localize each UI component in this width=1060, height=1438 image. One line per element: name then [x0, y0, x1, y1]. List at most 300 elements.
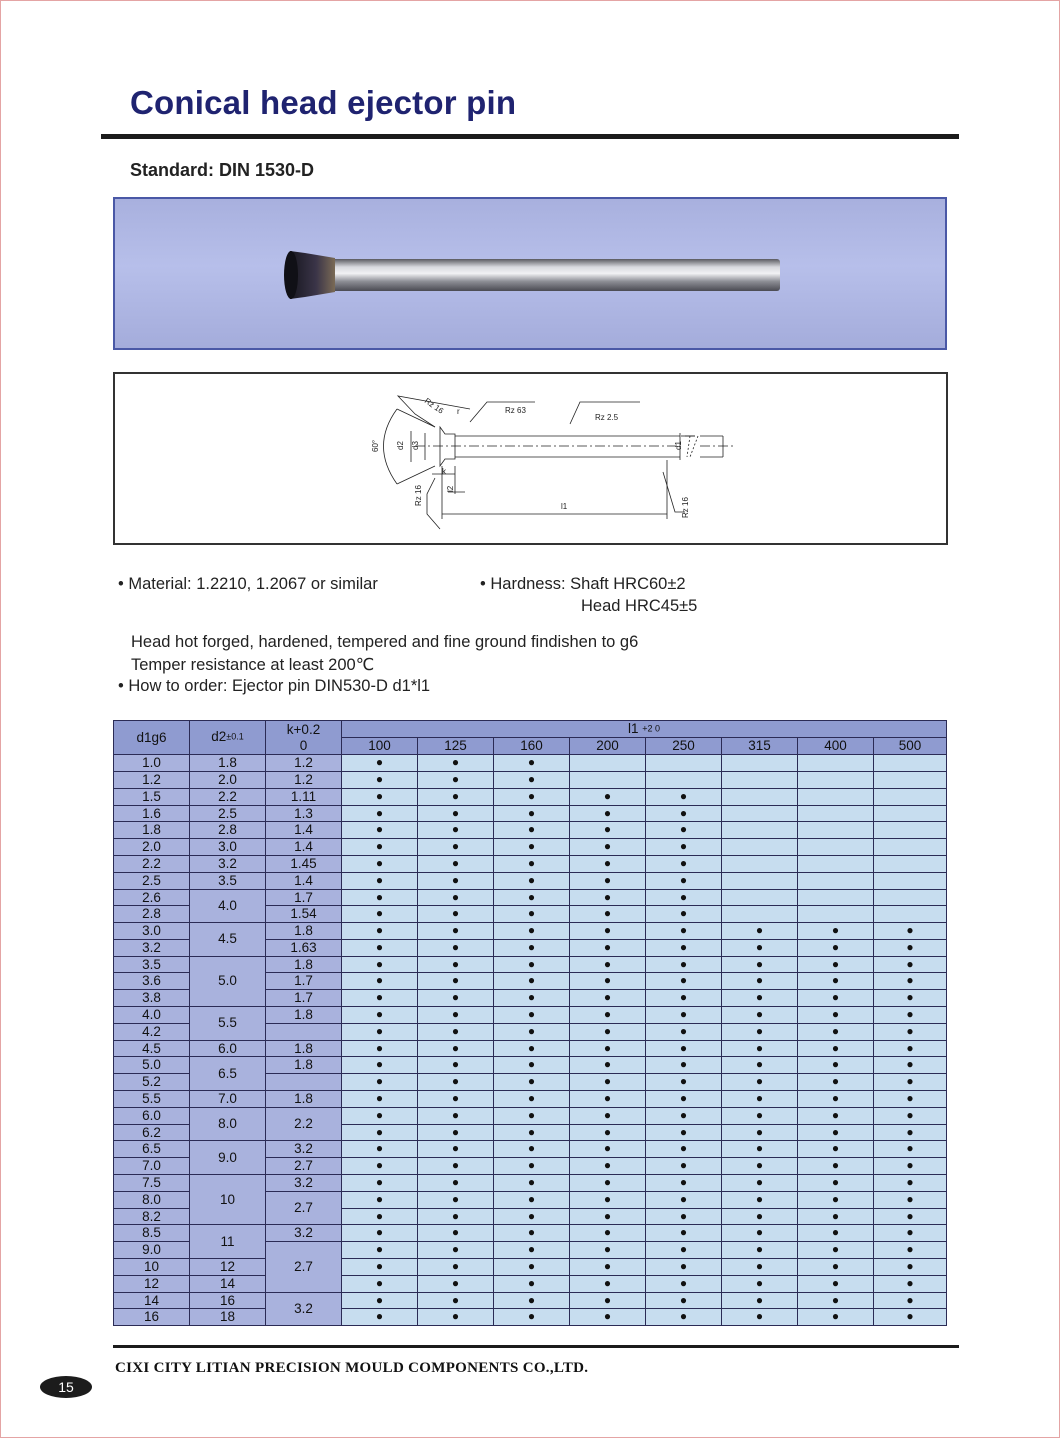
- availability-cell: ●: [722, 1208, 798, 1225]
- k-cell: 1.7: [266, 990, 342, 1007]
- availability-cell: ●: [570, 1074, 646, 1091]
- d1-cell: 8.5: [114, 1225, 190, 1242]
- rz16-right-label: Rz 16: [681, 497, 690, 518]
- availability-cell: ●: [418, 906, 494, 923]
- d2-cell: 11: [190, 1225, 266, 1259]
- availability-cell: ●: [874, 1107, 947, 1124]
- k-cell: 1.7: [266, 973, 342, 990]
- availability-cell: ●: [874, 1074, 947, 1091]
- availability-cell: ●: [874, 990, 947, 1007]
- availability-cell: ●: [874, 973, 947, 990]
- availability-cell: ●: [418, 771, 494, 788]
- table-row: [114, 1141, 947, 1158]
- availability-cell: [722, 788, 798, 805]
- d2-cell: 2.5: [190, 805, 266, 822]
- availability-cell: ●: [570, 1057, 646, 1074]
- availability-cell: ●: [798, 1259, 874, 1276]
- availability-cell: ●: [722, 1091, 798, 1108]
- availability-cell: ●: [646, 1259, 722, 1276]
- availability-cell: ●: [646, 889, 722, 906]
- availability-cell: ●: [646, 906, 722, 923]
- availability-cell: ●: [570, 1091, 646, 1108]
- availability-cell: ●: [874, 1057, 947, 1074]
- d1-cell: 5.0: [114, 1057, 190, 1074]
- k-cell: 1.4: [266, 822, 342, 839]
- d1-cell: 1.8: [114, 822, 190, 839]
- k-cell: 1.4: [266, 872, 342, 889]
- title-rule: [101, 134, 959, 139]
- availability-cell: ●: [798, 1007, 874, 1024]
- availability-cell: ●: [342, 1007, 418, 1024]
- availability-cell: ●: [494, 1242, 570, 1259]
- availability-cell: ●: [874, 1292, 947, 1309]
- table-row: [114, 805, 947, 822]
- footer-rule: [113, 1345, 959, 1348]
- availability-cell: ●: [494, 1275, 570, 1292]
- availability-cell: ●: [570, 1141, 646, 1158]
- availability-cell: ●: [798, 1175, 874, 1192]
- availability-cell: ●: [342, 1074, 418, 1091]
- l1-label: l1: [561, 502, 568, 511]
- d1-cell: 8.2: [114, 1208, 190, 1225]
- availability-cell: [798, 855, 874, 872]
- availability-cell: ●: [798, 990, 874, 1007]
- availability-cell: ●: [570, 973, 646, 990]
- k-cell: 1.54: [266, 906, 342, 923]
- availability-cell: ●: [570, 788, 646, 805]
- availability-cell: ●: [798, 1040, 874, 1057]
- order-spec: • How to order: Ejector pin DIN530-D d1*l1: [118, 677, 431, 695]
- availability-cell: ●: [646, 1309, 722, 1326]
- availability-cell: [722, 755, 798, 772]
- availability-cell: ●: [494, 1259, 570, 1276]
- d2-cell: 5.5: [190, 1007, 266, 1041]
- table-row: [114, 1057, 947, 1074]
- availability-cell: ●: [646, 1175, 722, 1192]
- availability-cell: ●: [494, 822, 570, 839]
- availability-cell: ●: [874, 1309, 947, 1326]
- d1-cell: 1.0: [114, 755, 190, 772]
- availability-cell: ●: [570, 1175, 646, 1192]
- availability-cell: ●: [418, 1040, 494, 1057]
- availability-cell: ●: [722, 1040, 798, 1057]
- availability-cell: ●: [494, 1191, 570, 1208]
- availability-cell: ●: [874, 1091, 947, 1108]
- availability-cell: ●: [494, 889, 570, 906]
- availability-cell: [798, 906, 874, 923]
- availability-cell: ●: [646, 973, 722, 990]
- availability-cell: ●: [342, 1023, 418, 1040]
- availability-cell: ●: [494, 1141, 570, 1158]
- k-cell: 1.8: [266, 1007, 342, 1024]
- availability-cell: ●: [646, 1057, 722, 1074]
- availability-cell: ●: [874, 1141, 947, 1158]
- availability-cell: ●: [342, 1175, 418, 1192]
- header-d2: d2±0.1: [190, 721, 266, 755]
- availability-cell: ●: [722, 1175, 798, 1192]
- d1-cell: 4.5: [114, 1040, 190, 1057]
- availability-cell: ●: [494, 923, 570, 940]
- availability-cell: [798, 889, 874, 906]
- availability-cell: ●: [798, 1225, 874, 1242]
- availability-cell: [722, 872, 798, 889]
- material-spec: • Material: 1.2210, 1.2067 or similar: [118, 575, 378, 593]
- k-cell: 2.2: [266, 1107, 342, 1141]
- table-row: [114, 872, 947, 889]
- availability-cell: [570, 755, 646, 772]
- availability-cell: ●: [342, 1275, 418, 1292]
- table-row: [114, 1091, 947, 1108]
- availability-cell: ●: [342, 1158, 418, 1175]
- table-row: [114, 1040, 947, 1057]
- availability-cell: ●: [418, 1175, 494, 1192]
- availability-cell: ●: [874, 1275, 947, 1292]
- availability-cell: ●: [798, 956, 874, 973]
- availability-cell: ●: [646, 788, 722, 805]
- d1-label: d1: [674, 441, 683, 450]
- availability-cell: ●: [570, 889, 646, 906]
- availability-cell: ●: [874, 1225, 947, 1242]
- page-number: 15: [40, 1376, 92, 1398]
- availability-cell: ●: [570, 1259, 646, 1276]
- availability-cell: ●: [418, 1074, 494, 1091]
- availability-cell: ●: [570, 923, 646, 940]
- availability-cell: [874, 771, 947, 788]
- header-d1: d1g6: [114, 721, 190, 755]
- table-row: [114, 855, 947, 872]
- availability-cell: ●: [722, 990, 798, 1007]
- availability-cell: ●: [874, 1208, 947, 1225]
- availability-cell: ●: [418, 822, 494, 839]
- availability-cell: ●: [874, 956, 947, 973]
- availability-cell: ●: [646, 990, 722, 1007]
- d2-cell: 3.0: [190, 839, 266, 856]
- d2-cell: 2.8: [190, 822, 266, 839]
- availability-cell: ●: [722, 1259, 798, 1276]
- k-cell: 2.7: [266, 1191, 342, 1225]
- availability-cell: ●: [570, 839, 646, 856]
- k-cell: 1.3: [266, 805, 342, 822]
- availability-cell: [874, 805, 947, 822]
- availability-cell: ●: [798, 1242, 874, 1259]
- availability-cell: ●: [342, 956, 418, 973]
- availability-cell: ●: [798, 1124, 874, 1141]
- temper-spec: Temper resistance at least 200℃: [131, 656, 375, 674]
- availability-cell: ●: [570, 956, 646, 973]
- availability-cell: ●: [418, 973, 494, 990]
- d1-cell: 6.5: [114, 1141, 190, 1158]
- availability-cell: ●: [342, 788, 418, 805]
- availability-cell: ●: [418, 1057, 494, 1074]
- length-header: 250: [646, 738, 722, 755]
- k-cell: [266, 1074, 342, 1091]
- d1-cell: 2.0: [114, 839, 190, 856]
- availability-cell: ●: [342, 923, 418, 940]
- hardness-shaft-spec: • Hardness: Shaft HRC60±2: [480, 575, 686, 593]
- availability-cell: ●: [874, 939, 947, 956]
- availability-cell: ●: [874, 1007, 947, 1024]
- availability-cell: ●: [342, 1259, 418, 1276]
- availability-cell: [570, 771, 646, 788]
- availability-cell: [646, 771, 722, 788]
- d2-cell: 6.0: [190, 1040, 266, 1057]
- table-row: [114, 788, 947, 805]
- availability-cell: [798, 755, 874, 772]
- d2-cell: 7.0: [190, 1091, 266, 1108]
- availability-cell: ●: [874, 1259, 947, 1276]
- availability-cell: ●: [646, 1225, 722, 1242]
- availability-cell: ●: [494, 1292, 570, 1309]
- availability-cell: ●: [570, 872, 646, 889]
- availability-cell: ●: [418, 1023, 494, 1040]
- availability-cell: ●: [342, 1057, 418, 1074]
- d2-cell: 10: [190, 1175, 266, 1225]
- k-cell: 3.2: [266, 1141, 342, 1158]
- availability-cell: ●: [722, 973, 798, 990]
- availability-cell: ●: [494, 1074, 570, 1091]
- availability-cell: ●: [418, 755, 494, 772]
- d2-cell: 14: [190, 1275, 266, 1292]
- company-name: CIXI CITY LITIAN PRECISION MOULD COMPONENTS CO.,LTD.: [115, 1360, 589, 1376]
- availability-cell: ●: [646, 1124, 722, 1141]
- availability-cell: ●: [570, 1242, 646, 1259]
- d2-cell: 5.0: [190, 956, 266, 1006]
- d1-cell: 6.0: [114, 1107, 190, 1124]
- d1-cell: 4.0: [114, 1007, 190, 1024]
- availability-cell: ●: [342, 1292, 418, 1309]
- process-spec: Head hot forged, hardened, tempered and fine ground findishen to g6: [131, 633, 639, 651]
- availability-cell: ●: [646, 956, 722, 973]
- technical-drawing: [113, 372, 948, 545]
- availability-cell: ●: [494, 956, 570, 973]
- availability-cell: ●: [494, 906, 570, 923]
- availability-cell: ●: [570, 1040, 646, 1057]
- availability-cell: ●: [570, 805, 646, 822]
- availability-cell: ●: [418, 839, 494, 856]
- availability-cell: ●: [570, 1275, 646, 1292]
- availability-cell: ●: [342, 855, 418, 872]
- d1-cell: 5.5: [114, 1091, 190, 1108]
- angle-label: 60°: [371, 439, 380, 452]
- availability-cell: ●: [342, 906, 418, 923]
- availability-cell: ●: [418, 855, 494, 872]
- k-cell: 1.7: [266, 889, 342, 906]
- availability-cell: ●: [494, 1124, 570, 1141]
- d1-cell: 9.0: [114, 1242, 190, 1259]
- availability-cell: ●: [342, 1107, 418, 1124]
- availability-cell: ●: [494, 771, 570, 788]
- d1-cell: 14: [114, 1292, 190, 1309]
- availability-cell: ●: [722, 1007, 798, 1024]
- availability-cell: [798, 805, 874, 822]
- availability-cell: ●: [418, 939, 494, 956]
- length-header: 315: [722, 738, 798, 755]
- availability-cell: [798, 839, 874, 856]
- availability-cell: ●: [342, 1191, 418, 1208]
- availability-cell: ●: [798, 1057, 874, 1074]
- availability-cell: ●: [342, 973, 418, 990]
- availability-cell: ●: [798, 1141, 874, 1158]
- availability-cell: ●: [646, 1107, 722, 1124]
- availability-cell: ●: [418, 1292, 494, 1309]
- k-cell: 1.4: [266, 839, 342, 856]
- table-row: [114, 1275, 947, 1292]
- availability-cell: ●: [418, 1191, 494, 1208]
- d1-cell: 3.0: [114, 923, 190, 940]
- availability-cell: ●: [722, 923, 798, 940]
- availability-cell: ●: [646, 1023, 722, 1040]
- availability-cell: ●: [646, 1292, 722, 1309]
- availability-cell: ●: [722, 1191, 798, 1208]
- availability-cell: ●: [570, 1007, 646, 1024]
- k-cell: 1.2: [266, 755, 342, 772]
- availability-cell: [798, 872, 874, 889]
- availability-cell: ●: [646, 1242, 722, 1259]
- availability-cell: ●: [798, 923, 874, 940]
- availability-cell: ●: [342, 889, 418, 906]
- availability-cell: ●: [570, 1124, 646, 1141]
- availability-cell: ●: [342, 805, 418, 822]
- availability-cell: ●: [570, 990, 646, 1007]
- d1-cell: 1.2: [114, 771, 190, 788]
- d1-cell: 10: [114, 1259, 190, 1276]
- d2-cell: 12: [190, 1259, 266, 1276]
- availability-cell: ●: [570, 906, 646, 923]
- availability-cell: ●: [798, 1208, 874, 1225]
- availability-cell: [722, 855, 798, 872]
- availability-cell: ●: [494, 805, 570, 822]
- availability-cell: ●: [418, 788, 494, 805]
- availability-cell: ●: [342, 1091, 418, 1108]
- d3-label: d3: [411, 441, 420, 450]
- k-cell: 1.8: [266, 1057, 342, 1074]
- availability-cell: ●: [342, 1124, 418, 1141]
- availability-cell: ●: [722, 956, 798, 973]
- availability-cell: ●: [494, 872, 570, 889]
- availability-cell: ●: [494, 1007, 570, 1024]
- availability-cell: ●: [494, 1225, 570, 1242]
- availability-cell: ●: [798, 939, 874, 956]
- availability-cell: ●: [570, 1158, 646, 1175]
- d2-label: d2: [396, 441, 405, 450]
- k-cell: 1.45: [266, 855, 342, 872]
- availability-cell: [874, 755, 947, 772]
- availability-cell: ●: [570, 1023, 646, 1040]
- availability-cell: ●: [494, 990, 570, 1007]
- availability-cell: ●: [646, 822, 722, 839]
- table-row: [114, 1259, 947, 1276]
- availability-cell: ●: [342, 839, 418, 856]
- availability-cell: ●: [570, 939, 646, 956]
- d1-cell: 5.2: [114, 1074, 190, 1091]
- availability-cell: ●: [646, 1007, 722, 1024]
- availability-cell: ●: [798, 1091, 874, 1108]
- availability-cell: ●: [798, 1107, 874, 1124]
- table-row: [114, 822, 947, 839]
- availability-cell: ●: [722, 1309, 798, 1326]
- k-cell: 3.2: [266, 1292, 342, 1326]
- length-header: 200: [570, 738, 646, 755]
- availability-cell: ●: [722, 1057, 798, 1074]
- d1-cell: 2.5: [114, 872, 190, 889]
- availability-cell: ●: [418, 923, 494, 940]
- availability-cell: ●: [874, 1158, 947, 1175]
- availability-cell: ●: [342, 1141, 418, 1158]
- availability-cell: ●: [646, 1040, 722, 1057]
- d1-cell: 16: [114, 1309, 190, 1326]
- availability-cell: ●: [494, 973, 570, 990]
- availability-cell: ●: [418, 1275, 494, 1292]
- availability-cell: [722, 771, 798, 788]
- availability-cell: ●: [342, 1208, 418, 1225]
- availability-cell: ●: [874, 1191, 947, 1208]
- d2-cell: 18: [190, 1309, 266, 1326]
- d1-cell: 7.0: [114, 1158, 190, 1175]
- d1-cell: 3.2: [114, 939, 190, 956]
- d1-cell: 6.2: [114, 1124, 190, 1141]
- radius-label: r: [457, 407, 460, 416]
- availability-cell: ●: [342, 1225, 418, 1242]
- availability-cell: ●: [646, 1074, 722, 1091]
- availability-cell: ●: [874, 1023, 947, 1040]
- availability-cell: ●: [418, 1107, 494, 1124]
- header-k: k+0.2 0: [266, 721, 342, 755]
- availability-cell: ●: [342, 822, 418, 839]
- length-header: 160: [494, 738, 570, 755]
- availability-cell: ●: [570, 822, 646, 839]
- availability-cell: ●: [570, 855, 646, 872]
- availability-cell: ●: [646, 1208, 722, 1225]
- availability-cell: ●: [646, 1141, 722, 1158]
- availability-cell: ●: [570, 1191, 646, 1208]
- availability-cell: ●: [798, 1309, 874, 1326]
- availability-cell: ●: [646, 839, 722, 856]
- availability-cell: ●: [722, 1158, 798, 1175]
- k-cell: 1.8: [266, 1091, 342, 1108]
- k-cell: 2.7: [266, 1158, 342, 1175]
- availability-cell: ●: [798, 1074, 874, 1091]
- availability-cell: [874, 822, 947, 839]
- availability-cell: ●: [494, 839, 570, 856]
- availability-cell: ●: [570, 1292, 646, 1309]
- k-cell: 1.11: [266, 788, 342, 805]
- table-row: [114, 1225, 947, 1242]
- availability-cell: ●: [418, 889, 494, 906]
- availability-cell: [798, 771, 874, 788]
- availability-cell: ●: [722, 1225, 798, 1242]
- product-photo: [113, 197, 947, 350]
- availability-cell: ●: [646, 1275, 722, 1292]
- rz25-label: Rz 2.5: [595, 413, 619, 422]
- availability-cell: [874, 788, 947, 805]
- availability-cell: ●: [418, 872, 494, 889]
- d1-cell: 7.5: [114, 1175, 190, 1192]
- availability-cell: ●: [494, 1208, 570, 1225]
- availability-cell: ●: [494, 1158, 570, 1175]
- k-cell: 3.2: [266, 1225, 342, 1242]
- availability-cell: ●: [798, 1023, 874, 1040]
- d2-cell: 4.0: [190, 889, 266, 923]
- availability-cell: ●: [798, 1275, 874, 1292]
- availability-cell: [722, 839, 798, 856]
- standard-label: Standard: DIN 1530-D: [130, 160, 315, 180]
- availability-cell: [722, 906, 798, 923]
- availability-cell: ●: [722, 1242, 798, 1259]
- availability-cell: ●: [418, 805, 494, 822]
- k-cell: 3.2: [266, 1175, 342, 1192]
- availability-cell: [874, 889, 947, 906]
- d1-cell: 8.0: [114, 1191, 190, 1208]
